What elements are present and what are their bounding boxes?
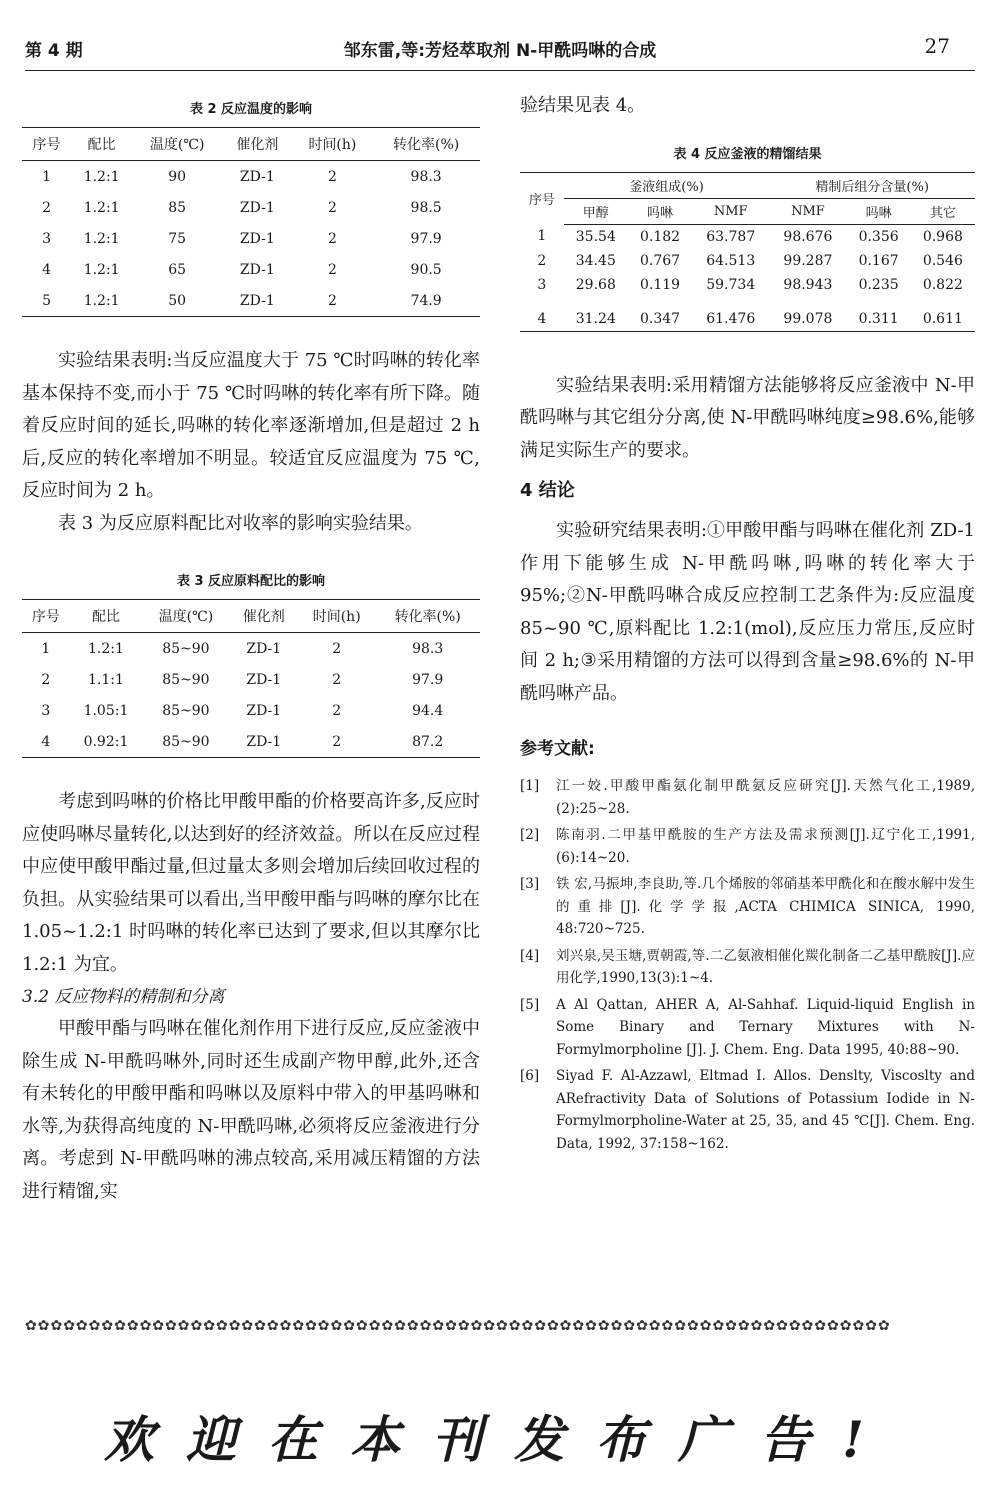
table-cell: 90 <box>168 168 187 185</box>
table-cell: 1.2:1 <box>83 168 120 185</box>
table-cell: 0.822 <box>922 276 963 293</box>
table-cell: 85~90 <box>162 702 210 719</box>
section-heading: 4 结论 <box>520 480 575 501</box>
table-row <box>22 223 480 254</box>
table-cell: 2 <box>332 702 342 719</box>
issue-number: 第 4 期 <box>25 41 83 61</box>
reference-item <box>520 873 975 941</box>
table-cell: 2 <box>332 640 342 657</box>
table-cell: 1.05:1 <box>83 702 129 719</box>
table-cell: 1.2:1 <box>83 230 120 247</box>
table-header: 精制后组分含量(%) <box>769 172 975 198</box>
table-cell: 97.9 <box>410 230 442 247</box>
reference-text: 铁 宏,马振坤,李良助,等.几个烯胺的邻硝基苯甲酰化和在酸水解中发生的重排[J].化学学报,ACTA CHIMICA SINICA, 1990, 48:720~725. <box>556 876 975 937</box>
table-cell: 85~90 <box>142 726 229 758</box>
table-cell: 2 <box>537 252 547 269</box>
table-header: 配比 <box>71 128 132 161</box>
table-header: 序号 <box>22 600 70 633</box>
reference-item <box>520 775 975 820</box>
table-cell: 0.546 <box>922 252 963 269</box>
table-cell: 35.54 <box>575 228 616 245</box>
table-cell: 2 <box>327 199 337 216</box>
table-cell: 31.24 <box>564 297 628 332</box>
table-cell: 0.968 <box>922 228 963 245</box>
table-cell: 59.734 <box>706 276 756 293</box>
table-subheader: NMF <box>769 198 846 224</box>
table-cell: 5 <box>22 285 71 317</box>
table2 <box>22 127 480 317</box>
table-header: 时间(h) <box>293 128 373 161</box>
table-cell: 1 <box>537 228 547 245</box>
paragraph: 实验研究结果表明:①甲酸甲酯与吗啉在催化剂 ZD-1 作用下能够生成 N-甲酰吗啉,吗啉的转化率大于 95%;②N-甲酰吗啉合成反应控制工艺条件为:反应温度 85~90 ℃,原料配比 1.2:1(mol),反应压力常压,反应时间 2 h;③采用精馏的方法可以得到含量≥98.6%的 N-甲酰吗啉产品。 <box>520 520 975 704</box>
table-cell: 1.2:1 <box>71 285 132 317</box>
table-cell: 1 <box>42 168 51 185</box>
advertisement-banner: 欢迎在本刊发布广告! <box>104 1410 896 1469</box>
table-cell: 85~90 <box>162 671 210 688</box>
reference-list <box>520 775 975 1155</box>
running-title: 邹东雷,等:芳烃萃取剂 N-甲酰吗啉的合成 <box>343 41 657 61</box>
reference-text: 陈南羽.二甲基甲酰胺的生产方法及需求预测[J].辽宁化工,1991,(6):14~20. <box>556 827 975 866</box>
paragraph: 验结果见表 4。 <box>520 95 646 116</box>
paragraph: 考虑到吗啉的价格比甲酸甲酯的价格要高许多,反应时应使吗啉尽量转化,以达到好的经济效益。所以在反应过程中应使甲酸甲酯过量,但过量太多则会增加后续回收过程的负担。从实验结果可以看出,当甲酸甲酯与吗啉的摩尔比在 1.05~1.2:1 时吗啉的转化率已达到了要求,但以其摩尔比 1.2:1 为宜。 <box>22 791 480 975</box>
table-cell: ZD-1 <box>222 285 293 317</box>
table-cell: 34.45 <box>575 252 616 269</box>
table-cell: 0.235 <box>858 276 899 293</box>
table-cell: 0.356 <box>858 228 899 245</box>
table-subheader: 吗啉 <box>628 198 692 224</box>
table-cell: 98.676 <box>783 228 833 245</box>
table-header: 催化剂 <box>230 600 298 633</box>
table-row <box>520 273 975 297</box>
table-cell: 99.287 <box>783 252 833 269</box>
table-cell: 0.347 <box>628 297 692 332</box>
table-cell: 2 <box>293 285 373 317</box>
table-cell: 0.767 <box>639 252 681 269</box>
paragraph: 实验结果表明:当反应温度大于 75 ℃时吗啉的转化率基本保持不变,而小于 75 ℃时吗啉的转化率有所下降。随着反应时间的延长,吗啉的转化率逐渐增加,但是超过 2 h 后,反应的转化率增加不明显。较适宜反应温度为 75 ℃,反应时间为 2 h。 <box>22 350 480 501</box>
table-cell: 94.4 <box>412 702 444 719</box>
table-header: 温度(℃) <box>132 128 222 161</box>
reference-number: [2] <box>520 827 540 843</box>
table-header: 温度(℃) <box>142 600 229 633</box>
table-row <box>22 254 480 285</box>
paragraph: 表 3 为反应原料配比对收率的影响实验结果。 <box>58 512 423 534</box>
table-cell: 0.167 <box>858 252 899 269</box>
table-cell: ZD-1 <box>239 168 275 185</box>
table-header: 转化率(%) <box>372 128 480 161</box>
table-cell: 85~90 <box>162 640 210 657</box>
table-cell: 64.513 <box>706 252 756 269</box>
table-cell: 99.078 <box>769 297 846 332</box>
table-cell: 1.1:1 <box>88 671 124 688</box>
table-header: 釜液组成(%) <box>564 172 770 198</box>
table-cell: 3 <box>41 702 51 719</box>
table-cell: 0.182 <box>639 228 681 245</box>
table-header: 配比 <box>70 600 143 633</box>
table-cell: 74.9 <box>372 285 480 317</box>
table-cell: 61.476 <box>692 297 769 332</box>
table-cell: 75 <box>168 230 187 247</box>
table-subheader: NMF <box>692 198 769 224</box>
table-header: 时间(h) <box>298 600 375 633</box>
running-header <box>25 20 975 71</box>
table-cell: ZD-1 <box>246 671 282 688</box>
reference-item <box>520 824 975 869</box>
reference-text: 江一姣.甲酸甲酯氨化制甲酰氨反应研究[J].天然气化工,1989,(2):25~28. <box>556 778 975 817</box>
table-cell: ZD-1 <box>246 702 282 719</box>
paragraph: 实验结果表明:采用精馏方法能够将反应釜液中 N-甲酰吗啉与其它组分分离,使 N-甲酰吗啉纯度≥98.6%,能够满足实际生产的要求。 <box>520 374 975 461</box>
table-cell: 2 <box>332 671 342 688</box>
table-cell: 98.5 <box>410 199 442 216</box>
table-cell: 90.5 <box>410 261 442 278</box>
reference-item <box>520 994 975 1062</box>
table-header: 转化率(%) <box>375 600 480 633</box>
table-cell: ZD-1 <box>239 261 275 278</box>
table-cell: 0.311 <box>847 297 911 332</box>
table-subheader: 其它 <box>911 198 975 224</box>
table-cell: 65 <box>168 261 187 278</box>
table-cell: ZD-1 <box>239 199 275 216</box>
table-cell: 97.9 <box>412 671 444 688</box>
table-cell: 1.2:1 <box>83 261 120 278</box>
reference-text: 刘兴泉,吴玉塘,贾朝霞,等.二乙氨液相催化羰化制备二乙基甲酰胺[J].应用化学,1990,13(3):1~4. <box>556 947 975 986</box>
table-row <box>22 726 480 758</box>
table-cell: 98.3 <box>412 640 444 657</box>
reference-number: [6] <box>520 1068 540 1084</box>
table-cell: 85 <box>168 199 187 216</box>
table-cell: 2 <box>298 726 375 758</box>
page-number: 27 <box>924 34 950 58</box>
left-column <box>22 90 480 1208</box>
table-cell: 4 <box>22 726 70 758</box>
decorative-border: ✿✿✿✿✿✿✿✿✿✿✿✿✿✿✿✿✿✿✿✿✿✿✿✿✿✿✿✿✿✿✿✿✿✿✿✿✿✿✿✿✿✿✿✿✿✿✿✿✿✿✿✿✿✿✿✿✿✿✿✿✿✿✿✿✿✿✿✿ <box>25 1318 891 1332</box>
table-cell: 1 <box>41 640 51 657</box>
paragraph: 甲酸甲酯与吗啉在催化剂作用下进行反应,反应釜液中除生成 N-甲酰吗啉外,同时还生成副产物甲醇,此外,还含有未转化的甲酸甲酯和吗啉以及原料中带入的甲基吗啉和水等,为获得高纯度的 N-甲酰吗啉,必须将反应釜液进行分离。考虑到 N-甲酰吗啉的沸点较高,采用减压精馏的方法进行精馏,实 <box>22 1018 480 1202</box>
table-header: 序号 <box>22 128 71 161</box>
table-cell: 4 <box>42 261 51 278</box>
table-cell: 0.119 <box>639 276 681 293</box>
table-row <box>22 192 480 223</box>
table-cell: 87.2 <box>375 726 480 758</box>
reference-item <box>520 1065 975 1155</box>
table-cell: ZD-1 <box>239 230 275 247</box>
table-row <box>520 297 975 332</box>
table-cell: 2 <box>41 671 51 688</box>
table-cell: 29.68 <box>575 276 616 293</box>
table-row <box>22 633 480 665</box>
reference-text: Siyad F. Al-Azzawl, Eltmad I. Allos. Denslty, Viscoslty and ARefractivity Data of Solutions of Potassium Iodide in N-Formylmorpholine-Water at 25, 35, and 45 ℃[J]. Chem. Eng. Data, 1992, 37:158~162. <box>556 1068 975 1152</box>
table-cell: 4 <box>520 297 564 332</box>
table-row <box>520 224 975 249</box>
table-cell: ZD-1 <box>230 726 298 758</box>
table-cell: 1.2:1 <box>83 199 120 216</box>
table-row <box>22 664 480 695</box>
reference-number: [5] <box>520 996 540 1013</box>
table-cell: ZD-1 <box>246 640 282 657</box>
table-row <box>22 161 480 193</box>
table-cell: 63.787 <box>706 228 756 245</box>
table-cell: 98.3 <box>410 168 442 185</box>
table-subheader: 甲醇 <box>564 198 628 224</box>
table-row <box>520 249 975 273</box>
table-row <box>22 285 480 317</box>
table-subheader: 吗啉 <box>847 198 911 224</box>
table-row <box>22 695 480 726</box>
table-cell: 3 <box>537 276 547 293</box>
table-cell: 0.611 <box>911 297 975 332</box>
references-title: 参考文献: <box>520 739 595 759</box>
table2-caption: 表 2 反应温度的影响 <box>189 102 313 117</box>
table-cell: 0.92:1 <box>70 726 143 758</box>
table-cell: 1.2:1 <box>88 640 124 657</box>
section-heading: 3.2 反应物料的精制和分离 <box>22 987 225 1007</box>
right-column <box>520 90 975 1159</box>
table3 <box>22 599 480 758</box>
table-cell: 2 <box>327 261 337 278</box>
table4-caption: 表 4 反应釜液的精馏结果 <box>673 146 822 162</box>
table-header: 序号 <box>520 172 564 224</box>
table3-caption: 表 3 反应原料配比的影响 <box>176 574 326 589</box>
reference-text: A Al Qattan, AHER A, Al-Sahhaf. Liquid-liquid English in Some Binary and Ternary Mixtures with N-Formylmorpholine [J]. J. Chem. Eng. Data 1995, 40:88~90. <box>556 996 975 1058</box>
table-header: 催化剂 <box>222 128 293 161</box>
table-cell: 3 <box>42 230 51 247</box>
table-cell: 2 <box>327 230 337 247</box>
reference-number: [4] <box>520 947 540 964</box>
reference-number: [1] <box>520 778 540 794</box>
reference-number: [3] <box>520 876 540 892</box>
table4 <box>520 172 975 332</box>
table-cell: 50 <box>132 285 222 317</box>
table-cell: 2 <box>327 168 337 185</box>
table-cell: 2 <box>42 199 51 216</box>
reference-item <box>520 945 975 990</box>
table-cell: 98.943 <box>783 276 833 293</box>
